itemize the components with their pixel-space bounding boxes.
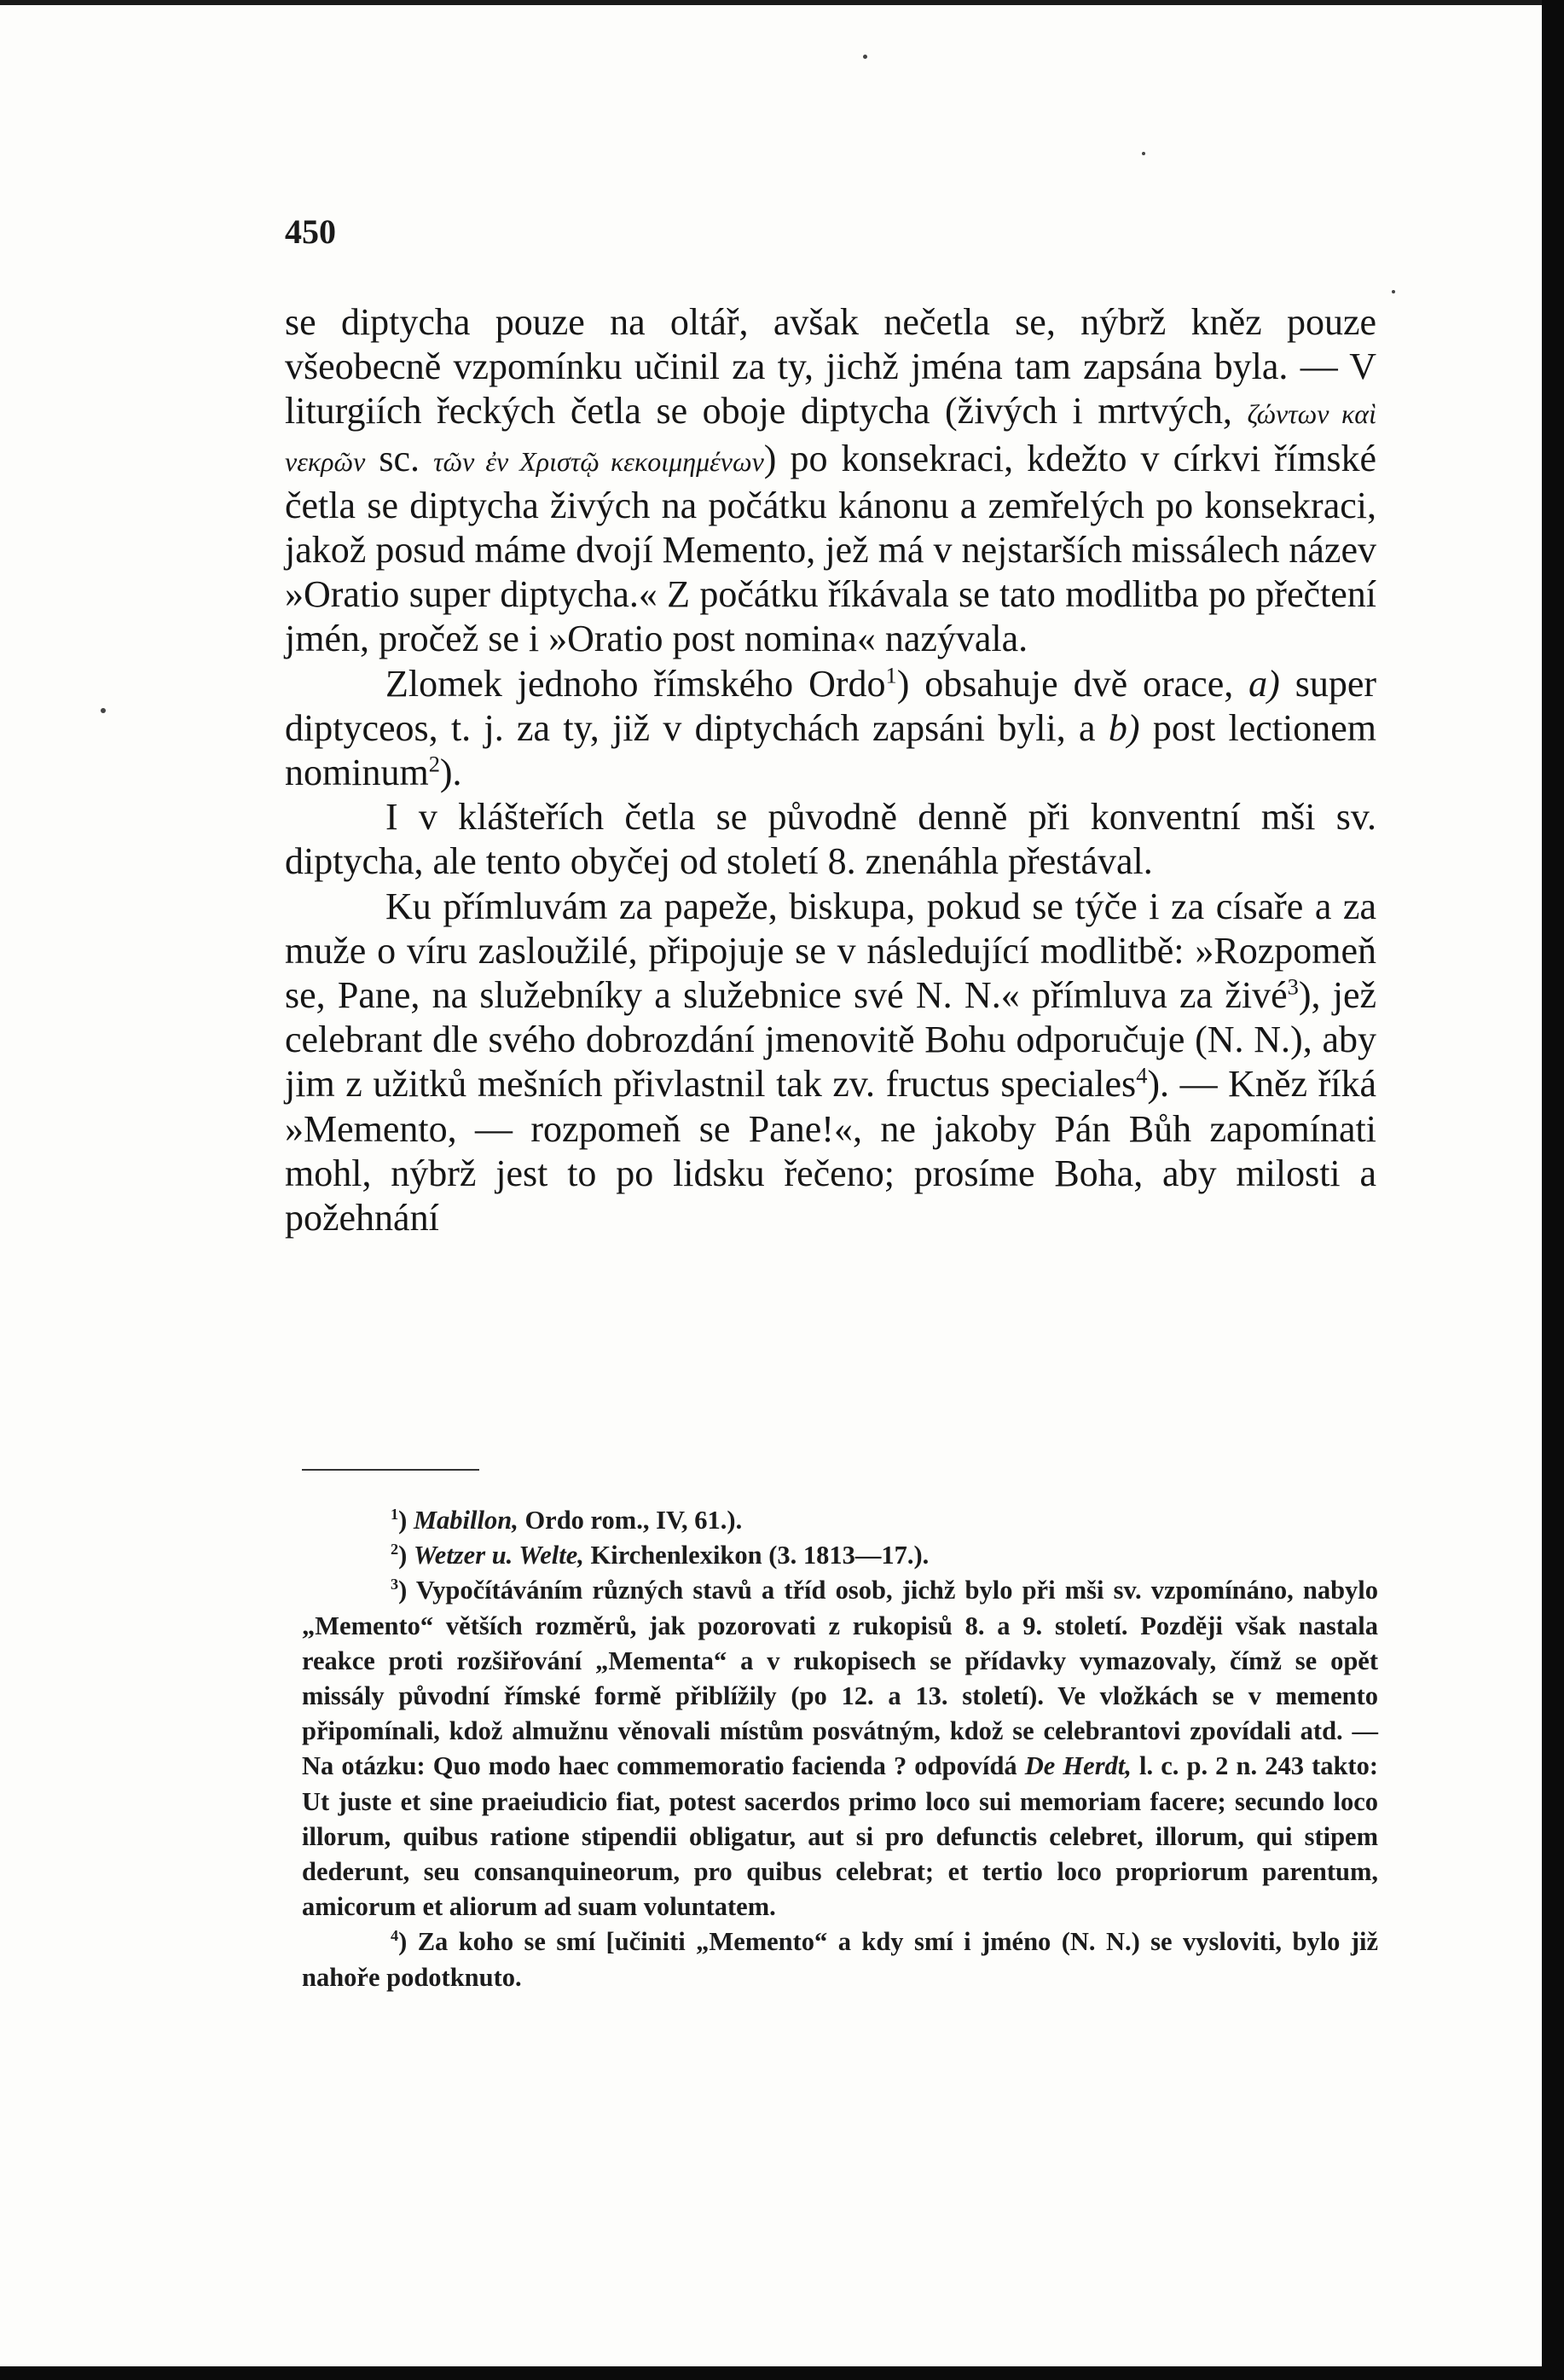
paragraph-4-text: ), jež celebrant dle svého dobrozdání jmenovitě Bohu odporučuje (N. N.), aby jim z užitků mešních přivlastnil tak zv. fructus speciales [285,974,1377,1106]
paragraph-4-text: ). — Kněz říká »Memento, — rozpomeň se Pane!«, ne jakoby Pán Bůh zapomínati mohl, nýbrž jest to po lidsku řečeno; prosíme Boha, aby milosti a požehnání [285,1063,1376,1239]
footnote-author: Mabillon, [413,1506,518,1535]
paragraph-2-text: ) obsahuje dvě orace, [896,662,1249,705]
greek-phrase: τῶν ἐν Χριστῷ κεκοιμημένων [433,445,764,477]
footnote-1: $^1$) Mabillon, Ordo rom., IV, 61.). [391,1505,743,1535]
footnote-separator [302,1469,479,1471]
page-number: 450 [285,212,336,251]
footnote-text: Ordo rom., IV, 61.). [518,1506,743,1535]
list-marker: a) [1248,662,1280,705]
paragraph-2-text: super diptyceos, t. j. za ty, již v diptychách zapsáni byli, a [285,662,1377,749]
footnote-text: Vypočítáváním různých stavů a tříd osob, jichž bylo při mši sv. vzpomínáno, nabylo „Memento“ větších rozměrů, jak pozorovati z rukopisů 8. a 9. století. Později však nastala reakce proti rozšiřování „Mementa“ a v rukopisech se přídavky vymazovaly, čímž se opět missály původní římské formě přiblížily (po 12. a 13. století). Ve vložkách se v memento připomínali, kdož almužnu věnovali místům posvátným, kdož se celebrantovi zpovídali atd. — Na otázku: Quo modo haec commemoratio facienda ? odpovídá [302,1576,1379,1781]
paragraph-1 [285,300,1376,662]
scan-speck [101,708,106,713]
footnote-mark: 1 [391,1505,399,1523]
paragraph-4 [285,885,1376,1241]
footnote-text: Za koho se smí [učiniti „Memento“ a kdy smí i jméno (N. N.) se vysloviti, bylo již nahoře podotknuto. [302,1927,1378,1992]
footnote-mark: 4 [391,1927,399,1945]
footnote-text: l. c. p. 2 n. 243 takto: Ut juste et sine praeiudicio fiat, potest sacerdos primo loco sui memoriam facere; secundo loco illorum, quibus ratione stipendii obligatur, aut si pro defunctis celebret, illorum, qui stipem dederunt, seu consanquineorum, pro quibus celebrat; et tertio loco propriorum parentum, amicorum et aliorum ad suam voluntatem. [302,1751,1378,1922]
footnote-author: De Herdt, [1024,1751,1132,1781]
footnotes [302,1503,1378,1995]
paragraph-2-text: Zlomek jednoho římského Ordo [385,662,886,705]
paragraph-1-text: se diptycha pouze na oltář, avšak nečetla se, nýbrž kněz pouze všeobecně vzpomínku učinil za ty, jichž jména tam zapsána byla. — V liturgiích řeckých četla se oboje diptycha (živých i mrtvých, [285,301,1376,432]
footnote-ref: 4 [1136,1062,1148,1088]
scan-bottom-edge [0,2366,1564,2380]
scan-speck [1142,152,1145,155]
paragraph-1-text: sc. [365,437,434,479]
footnote-mark: 2 [391,1541,399,1559]
footnote-4: $^4$) Za koho se smí [učiniti „Memento“ a kdy smí i jméno (N. N.) se vysloviti, bylo již nahoře podotknuto. [302,1927,1378,1992]
paragraph-2-text: ). [439,752,462,794]
greek-phrase: ζώντων καὶ νεκρῶν [285,398,1376,477]
scan-right-edge [1542,0,1564,2380]
paragraph-3: I v klášteřích četla se původně denně při konventní mši sv. diptycha, ale tento obyčej od století 8. znenáhla přestával. [285,796,1376,883]
footnote-text: Kirchenlexikon (3. 1813—17.). [583,1541,930,1570]
footnote-ref: 1 [885,661,897,688]
paragraph-1-text: ) po konsekraci, kdežto v církvi římské četla se diptycha živých na počátku kánonu a zemřelých po konsekraci, jakož posud máme dvojí Memento, jež má v nejstarších missálech název »Oratio super diptycha.« Z počátku říkávala se tato modlitba po přečtení jmén, pročež se i »Oratio post nomina« nazývala. [285,437,1377,660]
list-marker: b) [1108,706,1140,749]
scan-top-edge [0,0,1564,5]
paragraph-4-text: Ku přímluvám za papeže, biskupa, pokud se týče i za císaře a za muže o víru zasloužilé, připojuje se v následující modlitbě: »Rozpomeň se, Pane, na služebníky a služebnice své N. N.« přímluva za živé [285,885,1376,1017]
footnote-ref: 2 [428,751,440,777]
footnote-mark: 3 [391,1576,399,1593]
scan-speck [1392,290,1395,293]
footnote-author: Wetzer u. Welte, [413,1541,584,1570]
footnote-ref: 3 [1287,973,1299,1000]
scan-speck [863,55,867,59]
paragraph-2 [285,662,1376,796]
main-text [285,300,1376,1240]
footnote-2: $^2$) Wetzer u. Welte, Kirchenlexikon (3. 1813—17.). [391,1541,930,1570]
footnote-3: $^3$) Vypočítáváním různých stavů a tříd osob, jichž bylo při mši sv. vzpomínáno, nabylo „Memento“ větších rozměrů, jak pozorovati z rukopisů 8. a 9. století. Později však nastala reakce proti rozšiřování „Mementa“ a v rukopisech se přídavky vymazovaly, čímž se opět missály původní římské formě přiblížily (po 12. a 13. století). Ve vložkách se v memento připomínali, kdož almužnu věnovali místům posvátným, kdož se celebrantovi zpovídali atd. — Na otázku: Quo modo haec commemoratio facienda ? odpovídá De Herdt, l. c. p. 2 n. 243 takto: Ut juste et sine praeiudicio fiat, potest sacerdos primo loco sui memoriam facere; secundo loco illorum, quibus ratione stipendii obligatur, aut si pro defunctis celebret, illorum, qui stipem dederunt, seu consanquineorum, pro quibus celebrat; et tertio loco propriorum parentum, amicorum et aliorum ad suam voluntatem. [302,1576,1379,1922]
paragraph-2-text: post lectionem nominum [285,706,1376,794]
